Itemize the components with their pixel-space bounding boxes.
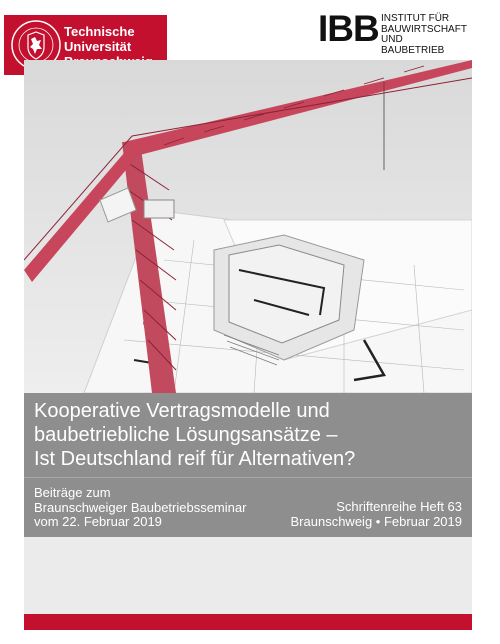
- ibb-institute-logo: [318, 8, 488, 56]
- seminar-info: [34, 486, 246, 530]
- title-line: Ist Deutschland reif für Alternativen?: [34, 448, 356, 470]
- seminar-info-line: Braunschweiger Baubetriebsseminar: [34, 499, 247, 515]
- seminar-info-line: Beiträge zum: [34, 485, 111, 500]
- title-line: baubetriebliche Lösungsansätze –: [34, 424, 338, 446]
- title-band: [24, 393, 472, 477]
- seminar-info-line: vom 22. Februar 2019: [34, 514, 162, 529]
- ibb-mark: IBB: [318, 8, 379, 49]
- series-info: [291, 500, 462, 529]
- university-name-line: Universität: [64, 39, 132, 54]
- institute-name-line: BAUBETRIEB: [381, 44, 445, 56]
- info-band: [24, 477, 472, 538]
- institute-name-line: INSTITUT FÜR: [381, 13, 450, 24]
- series-info-line: Braunschweig • Februar 2019: [290, 513, 462, 529]
- blank-panel: [24, 537, 472, 614]
- crane-building-illustration: [24, 60, 472, 393]
- institute-name: [381, 14, 488, 56]
- footer-accent-bar: [24, 614, 472, 630]
- series-info-line: Schriftenreihe Heft 63: [336, 499, 462, 514]
- cover-illustration: [24, 60, 472, 393]
- institute-name-line: BAUWIRTSCHAFT UND: [381, 23, 467, 45]
- title-line: Kooperative Vertragsmodelle und: [34, 400, 330, 422]
- university-name-line: Technische: [64, 24, 135, 39]
